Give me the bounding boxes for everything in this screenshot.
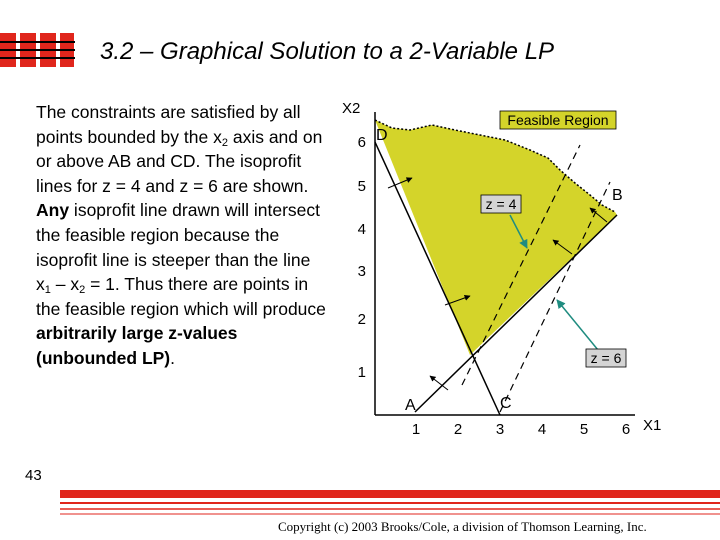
x-tick-label: 1 — [411, 421, 421, 438]
x-tick-label: 6 — [621, 421, 631, 438]
slide-title: 3.2 – Graphical Solution to a 2-Variable LP — [100, 38, 555, 65]
lp-graph — [330, 95, 720, 440]
point-label-a: A — [405, 397, 416, 414]
y-tick-label: 6 — [357, 134, 366, 151]
x-tick-label: 5 — [579, 421, 589, 438]
x-tick-label: 4 — [537, 421, 547, 438]
callout-arrow-z6 — [557, 300, 598, 350]
iso-label-z6: z = 6 — [590, 350, 622, 366]
y-tick-label: 1 — [357, 364, 366, 381]
text-part: = 1. Thus there are points in the feasible region which will produce — [36, 274, 326, 319]
point-label-d: D — [376, 127, 388, 144]
explanation-text — [36, 100, 326, 371]
subscript: 2 — [79, 284, 86, 297]
y-tick-label: 2 — [357, 311, 366, 328]
text-part: axis and on or above AB and CD. The isoprofit lines for z = 4 and z = 6 are shown. — [36, 126, 323, 196]
y-tick-label: 5 — [357, 178, 366, 195]
legend-feasible-region — [500, 111, 616, 129]
feasible-region — [375, 120, 617, 355]
text-part: The constraints are satisfied by all points bounded by the x — [36, 102, 301, 147]
emphasis-text: arbitrarily large z-values (unbounded LP) — [36, 323, 238, 368]
x-tick-label: 3 — [495, 421, 505, 438]
point-label-b: B — [612, 187, 623, 204]
label-z4 — [481, 195, 521, 213]
logo-bars — [0, 33, 75, 67]
point-label-c: C — [500, 395, 512, 412]
copyright-text: Copyright (c) 2003 Brooks/Cole, a division of Thomson Learning, Inc. — [278, 519, 647, 534]
text-part: – x — [50, 274, 80, 295]
subscript: 2 — [221, 136, 228, 149]
iso-label-z4: z = 4 — [485, 196, 517, 212]
y-axis-label: X2 — [342, 100, 361, 117]
page-number: 43 — [25, 467, 42, 484]
footer-rule — [60, 490, 720, 518]
x-axis-label: X1 — [643, 417, 662, 434]
label-z6 — [586, 349, 626, 367]
emphasis-text: Any — [36, 200, 70, 221]
subscript: 1 — [44, 284, 51, 297]
text-part: isoprofit line drawn will intersect the feasible region because the isoprofit line is steeper than the line x — [36, 200, 320, 295]
y-tick-label: 3 — [357, 263, 366, 280]
legend-label: Feasible Region — [507, 112, 609, 128]
x-tick-label: 2 — [453, 421, 463, 438]
text-part: . — [170, 347, 176, 368]
y-tick-label: 4 — [357, 221, 366, 238]
